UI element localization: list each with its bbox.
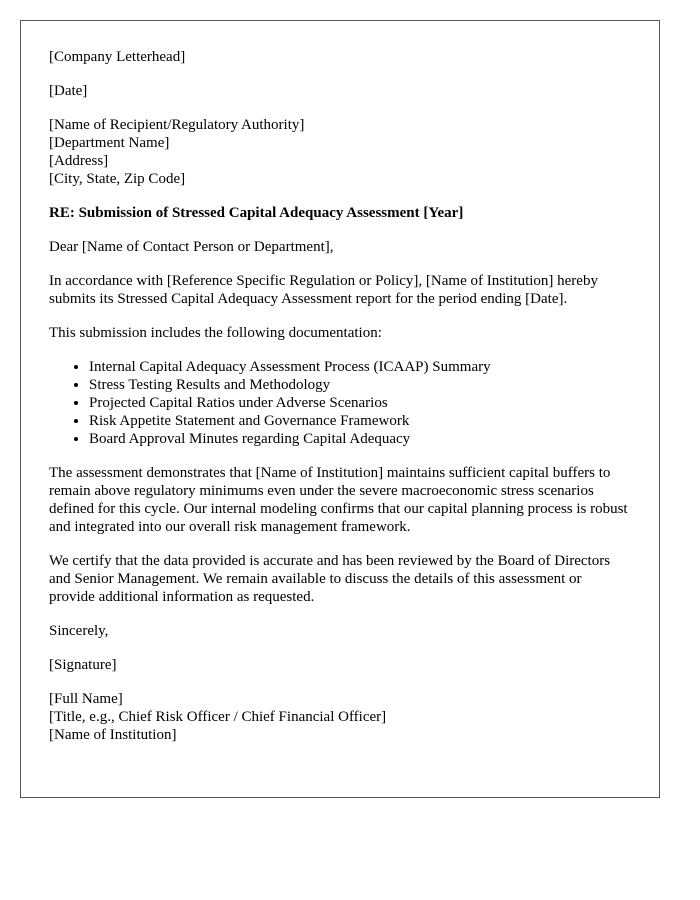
- intro-paragraph: In accordance with [Reference Specific Regulation or Policy], [Name of Institution] hereby submits its Stressed Capital Adequacy Assessment report for the period ending [Date].: [49, 273, 598, 307]
- salutation: Dear [Name of Contact Person or Department],: [49, 239, 334, 255]
- list-item: • Board Approval Minutes regarding Capital Adequacy: [89, 430, 631, 448]
- signer-title: [Title, e.g., Chief Risk Officer / Chief Financial Officer]: [49, 709, 387, 725]
- assessment-paragraph: The assessment demonstrates that [Name of Institution] maintains sufficient capital buffers to remain above regulatory minimums even under the severe macroeconomic stress scenarios defined for this cycle. Our internal modeling confirms that our capital planning process is robust and integrated into our overall risk management framework.: [49, 465, 628, 535]
- recipient-name: [Name of Recipient/Regulatory Authority]: [49, 117, 305, 133]
- documentation-list: [49, 358, 631, 448]
- list-item: • Projected Capital Ratios under Adverse Scenarios: [89, 394, 631, 412]
- closing: Sincerely,: [49, 623, 109, 639]
- company-letterhead: [Company Letterhead]: [49, 49, 186, 65]
- list-item: • Internal Capital Adequacy Assessment Process (ICAAP) Summary: [89, 358, 631, 376]
- signer-full-name: [Full Name]: [49, 691, 123, 707]
- letter-page: [20, 20, 660, 798]
- signer-block: [49, 690, 631, 744]
- signer-institution: [Name of Institution]: [49, 727, 177, 743]
- recipient-address-block: [49, 116, 631, 188]
- documentation-intro: This submission includes the following documentation:: [49, 325, 382, 341]
- subject-line: RE: Submission of Stressed Capital Adequacy Assessment [Year]: [49, 205, 464, 221]
- certification-paragraph: We certify that the data provided is accurate and has been reviewed by the Board of Directors and Senior Management. We remain available to discuss the details of this assessment or provide additional information as requested.: [49, 553, 611, 605]
- list-item: • Risk Appetite Statement and Governance Framework: [89, 412, 631, 430]
- recipient-city-state-zip: [City, State, Zip Code]: [49, 171, 186, 187]
- letter-date: [Date]: [49, 83, 88, 99]
- signature-placeholder: [Signature]: [49, 657, 117, 673]
- recipient-department: [Department Name]: [49, 135, 170, 151]
- recipient-address: [Address]: [49, 153, 109, 169]
- list-item: • Stress Testing Results and Methodology: [89, 376, 631, 394]
